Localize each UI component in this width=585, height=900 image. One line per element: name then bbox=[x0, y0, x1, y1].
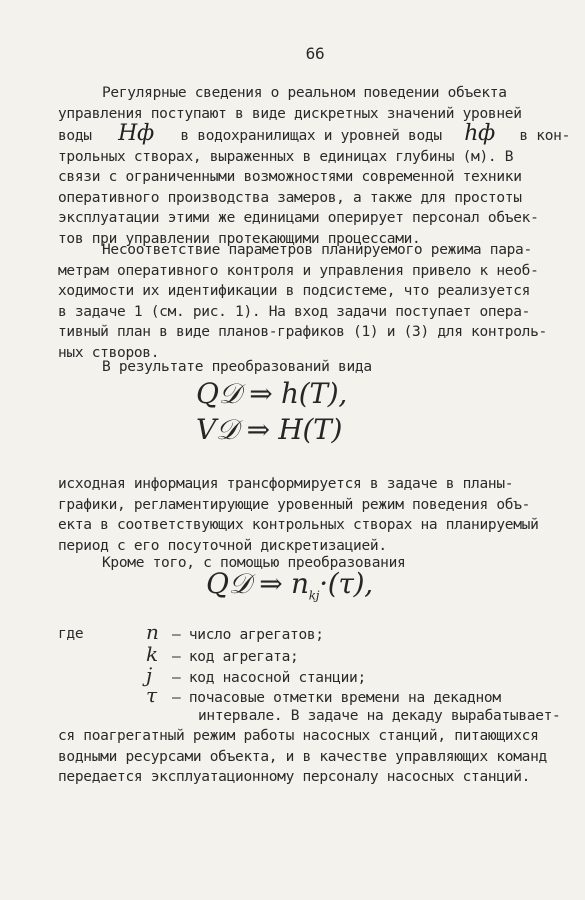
legend-text: – почасовые отметки времени на декадном bbox=[172, 690, 501, 706]
legend-item bbox=[146, 644, 298, 668]
text-line: ходимости их идентификации в подсистеме, что реализуется bbox=[58, 283, 531, 299]
text-fragment: воды bbox=[58, 128, 92, 144]
legend-item bbox=[146, 685, 501, 709]
legend-symbol: n bbox=[146, 620, 159, 644]
legend-text: – код насосной станции; bbox=[172, 670, 366, 686]
legend-symbol: k bbox=[146, 642, 158, 666]
formula-3 bbox=[206, 567, 373, 606]
legend-symbol: j bbox=[146, 663, 152, 687]
legend-text: – число агрегатов; bbox=[172, 627, 324, 643]
text-line: Кроме того, с помощью преобразования bbox=[102, 555, 406, 571]
text-line-with-symbols bbox=[58, 121, 578, 147]
text-fragment: в водохранилищах и уровней воды bbox=[180, 128, 442, 144]
text-line: Несоответствие параметров планируемого режима пара- bbox=[102, 242, 532, 258]
paragraph-6 bbox=[58, 726, 580, 788]
text-line: исходная информация трансформируется в задаче в планы- bbox=[58, 476, 514, 492]
text-line: оперативного производства замеров, а также для простоты bbox=[58, 189, 522, 206]
text-line: управления поступают в виде дискретных значений уровней bbox=[58, 105, 522, 122]
text-line: в задаче 1 (см. рис. 1). На вход задачи поступает опера- bbox=[58, 303, 531, 320]
legend-symbol: τ bbox=[146, 683, 157, 707]
formula-3-main: Q𝒟 ⇒ n bbox=[206, 567, 309, 600]
formula-2: V𝒟 ⇒ H(T) bbox=[196, 413, 343, 446]
paragraph-4 bbox=[58, 474, 578, 556]
legend-text: – код агрегата; bbox=[172, 649, 299, 665]
legend-item bbox=[146, 622, 324, 646]
formula-3-subscript: kj bbox=[308, 588, 320, 603]
formula-3-tail: ·(τ), bbox=[319, 567, 373, 600]
text-line: эксплуатации этими же единицами оперирует персонал объек- bbox=[58, 210, 539, 226]
legend-continuation: интервале. В задаче на декаду вырабатывает- bbox=[198, 708, 561, 724]
paragraph-3 bbox=[58, 357, 578, 378]
paragraph-5 bbox=[58, 553, 578, 574]
text-line: графики, регламентирующие уровенный режим поведения объ- bbox=[58, 496, 531, 513]
formula-1: Q𝒟 ⇒ h(T), bbox=[196, 377, 348, 410]
text-line: тов при управлении протекающими процессами. bbox=[58, 230, 421, 247]
text-fragment: в кон- bbox=[519, 128, 571, 144]
text-line: связи с ограниченными возможностями современной техники bbox=[58, 169, 522, 185]
legend-where: где bbox=[58, 626, 84, 642]
text-line: екта в соответствующих контрольных створах на планируемый bbox=[58, 517, 539, 533]
text-line: ных створов. bbox=[58, 344, 160, 361]
text-line: метрам оперативного контроля и управления привело к необ- bbox=[58, 262, 539, 279]
paragraph-1 bbox=[58, 83, 578, 249]
text-line: период с его посуточной дискретизацией. bbox=[58, 537, 387, 554]
page-number: 66 bbox=[305, 44, 325, 63]
text-line: Регулярные сведения о реальном поведении объекта bbox=[102, 85, 507, 101]
text-line: ся поагрегатный режим работы насосных станций, питающихся bbox=[58, 728, 539, 744]
text-line: тивный план в виде планов-графиков (1) и (3) для контроль- bbox=[58, 324, 547, 340]
text-line: передается эксплуатационному персоналу насосных станций. bbox=[58, 769, 531, 785]
text-line: трольных створах, выраженных в единицах глубины (м). В bbox=[58, 148, 514, 165]
paragraph-2 bbox=[58, 240, 578, 363]
symbol-H-f: Нф bbox=[118, 121, 154, 146]
text-line: водными ресурсами объекта, и в качестве управляющих команд bbox=[58, 748, 547, 765]
symbol-h-f: hф bbox=[464, 121, 495, 146]
text-line: В результате преобразований вида bbox=[102, 359, 372, 375]
